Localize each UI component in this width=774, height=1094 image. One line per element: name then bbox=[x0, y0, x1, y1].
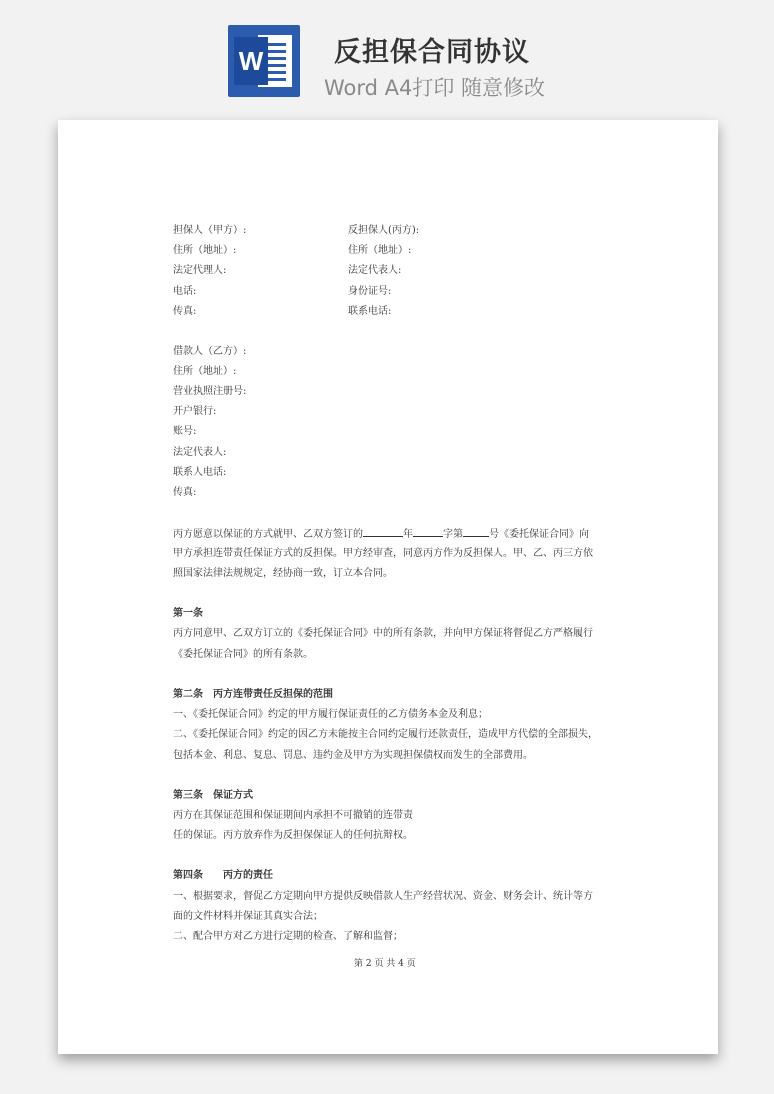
party-right-line: 身份证号: bbox=[348, 286, 392, 297]
borrower-line: 开户银行: bbox=[173, 406, 217, 417]
page-number: 第 2 页 共 4 页 bbox=[354, 959, 416, 969]
borrower-line: 法定代表人: bbox=[173, 447, 227, 458]
word-icon bbox=[228, 25, 300, 97]
page-subtitle: Word A4打印 随意修改 bbox=[324, 76, 546, 100]
borrower-line: 账号: bbox=[173, 426, 197, 437]
article-3-heading: 第三条 保证方式 bbox=[173, 790, 253, 801]
article-1-heading: 第一条 bbox=[173, 608, 203, 619]
article-3-line: 任的保证。丙方放弃作为反担保保证人的任何抗辩权。 bbox=[173, 830, 413, 841]
article-2-line: 二、《委托保证合同》约定的因乙方未能按主合同约定履行还款责任，造成甲方代偿的全部损失， bbox=[173, 729, 598, 740]
document-page bbox=[58, 120, 718, 1054]
blank-field bbox=[463, 526, 489, 537]
intro-text: 丙方愿意以保证的方式就甲、乙双方签订的 bbox=[173, 529, 363, 540]
article-1-line: 《委托保证合同》的所有条款。 bbox=[173, 649, 313, 660]
article-3-line: 丙方在其保证范围和保证期间内承担不可撤销的连带责 bbox=[173, 810, 413, 821]
party-left-line: 担保人（甲方）: bbox=[173, 225, 247, 236]
borrower-line: 营业执照注册号: bbox=[173, 386, 247, 397]
borrower-line: 联系人电话: bbox=[173, 467, 227, 478]
article-4-line: 二、配合甲方对乙方进行定期的检查、了解和监督； bbox=[173, 931, 403, 942]
borrower-line: 传真: bbox=[173, 487, 197, 498]
party-left-line: 电话: bbox=[173, 286, 197, 297]
party-right-line: 联系电话: bbox=[348, 306, 392, 317]
intro-line-3: 照国家法律法规规定，经协商一致，订立本合同。 bbox=[173, 568, 393, 579]
party-left-line: 住所（地址）: bbox=[173, 245, 237, 256]
article-1-line: 丙方同意甲、乙双方订立的《委托保证合同》中的所有条款，并向甲方保证将督促乙方严格履行 bbox=[173, 628, 593, 639]
party-left-line: 传真: bbox=[173, 306, 197, 317]
article-4-line: 一、根据要求，督促乙方定期向甲方提供反映借款人生产经营状况、资金、财务会计、统计等方 bbox=[173, 891, 593, 902]
intro-text: 号《委托保证合同》向 bbox=[489, 529, 589, 540]
blank-field bbox=[363, 526, 403, 537]
article-2-line: 一、《委托保证合同》约定的甲方履行保证责任的乙方债务本金及利息； bbox=[173, 709, 488, 720]
page-title: 反担保合同协议 bbox=[334, 37, 530, 68]
party-right-line: 住所（地址）: bbox=[348, 245, 412, 256]
article-4-line: 面的文件材料并保证其真实合法； bbox=[173, 911, 323, 922]
borrower-line: 借款人（乙方）: bbox=[173, 346, 247, 357]
blank-field bbox=[413, 526, 443, 537]
article-4-heading: 第四条 丙方的责任 bbox=[173, 870, 273, 881]
party-right-line: 反担保人(丙方): bbox=[348, 225, 420, 236]
intro-line-2: 甲方承担连带责任保证方式的反担保。甲方经审查，同意丙方作为反担保人。甲、乙、丙三方依 bbox=[173, 548, 593, 559]
intro-text: 年 bbox=[403, 529, 413, 540]
word-icon-letter: W bbox=[234, 37, 268, 85]
party-right-line: 法定代表人: bbox=[348, 265, 402, 276]
header bbox=[0, 0, 774, 110]
party-left-line: 法定代理人: bbox=[173, 265, 227, 276]
article-2-line: 包括本金、利息、复息、罚息、违约金及甲方为实现担保债权而发生的全部费用。 bbox=[173, 750, 533, 761]
intro-text: 字第 bbox=[443, 529, 463, 540]
intro-line-1 bbox=[173, 526, 589, 542]
article-2-heading: 第二条 丙方连带责任反担保的范围 bbox=[173, 689, 333, 700]
borrower-line: 住所（地址）: bbox=[173, 366, 237, 377]
